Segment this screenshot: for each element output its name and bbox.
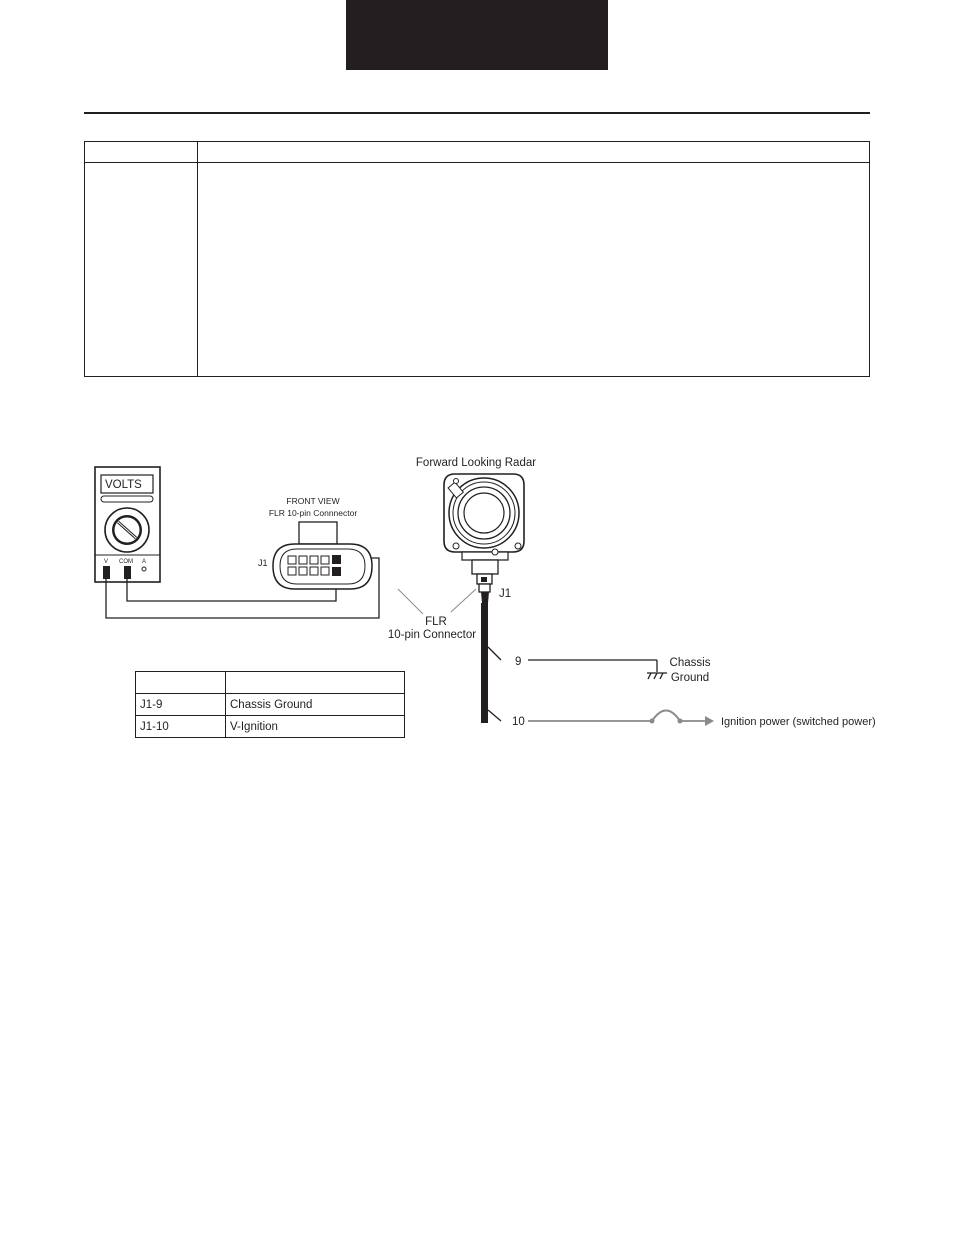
meter-jack-a[interactable] <box>142 567 146 571</box>
info-table-header-cell-1 <box>85 142 198 163</box>
meter-jack-a-label: A <box>142 559 147 565</box>
connector-front-view <box>258 496 372 589</box>
wire-10-fuse-icon <box>652 711 680 722</box>
wire-10-pin-label: 10 <box>512 716 525 728</box>
info-table-header-row <box>85 142 870 163</box>
info-table-body-row <box>85 163 870 377</box>
pin-table <box>135 671 405 738</box>
pin-table-header-row <box>136 672 405 694</box>
radar-lens <box>464 493 504 533</box>
pin-table-cell-signal: V-Ignition <box>226 716 405 738</box>
pin-table-row <box>136 716 405 738</box>
callout-line-2: 10-pin Connector <box>387 629 477 641</box>
pin-table-row <box>136 694 405 716</box>
meter-display-label: VOLTS <box>105 479 142 491</box>
connector-pin-10[interactable] <box>332 555 341 564</box>
harness-cable <box>481 603 488 723</box>
wire-9-destination-line-1: Chassis <box>669 657 711 669</box>
meter-dial-knob <box>105 508 149 552</box>
header-rule <box>84 112 870 114</box>
radar-title: Forward Looking Radar <box>415 457 537 469</box>
pin-table-cell-signal: Chassis Ground <box>226 694 405 716</box>
wire-10-arrow-icon <box>705 716 714 726</box>
info-table <box>84 141 870 377</box>
wire-10-destination: Ignition power (switched power) <box>721 716 876 728</box>
wire-9-destination-line-2: Ground <box>670 672 710 684</box>
meter-jack-v-label: V <box>104 559 109 565</box>
pin-table-cell-pin: J1-9 <box>136 694 226 716</box>
chassis-ground-icon <box>647 673 667 679</box>
connector-view-label-j1: J1 <box>258 558 268 568</box>
info-table-body-cell-1 <box>85 163 198 377</box>
meter-jack-com-label: COM <box>119 559 133 565</box>
info-table-body-cell-2 <box>198 163 870 377</box>
header-block <box>346 0 608 70</box>
callout <box>388 589 476 641</box>
connector-view-title-1: FRONT VIEW <box>286 496 340 506</box>
pin-table-header-pin <box>136 672 226 694</box>
radar-connector-label: J1 <box>499 588 512 600</box>
meter-probe-com[interactable] <box>124 566 131 579</box>
callout-line-1: FLR <box>425 616 447 628</box>
pin-table-cell-pin: J1-10 <box>136 716 226 738</box>
radar-unit <box>416 457 536 603</box>
connector-pin-9[interactable] <box>332 567 341 576</box>
meter-probe-v[interactable] <box>103 566 110 579</box>
connector-view-title-2: FLR 10-pin Connnector <box>268 508 358 518</box>
info-table-header-cell-2 <box>198 142 870 163</box>
pin-table-header-signal <box>226 672 405 694</box>
radar-harness <box>481 603 876 728</box>
wire-9-pin-label: 9 <box>515 656 522 668</box>
